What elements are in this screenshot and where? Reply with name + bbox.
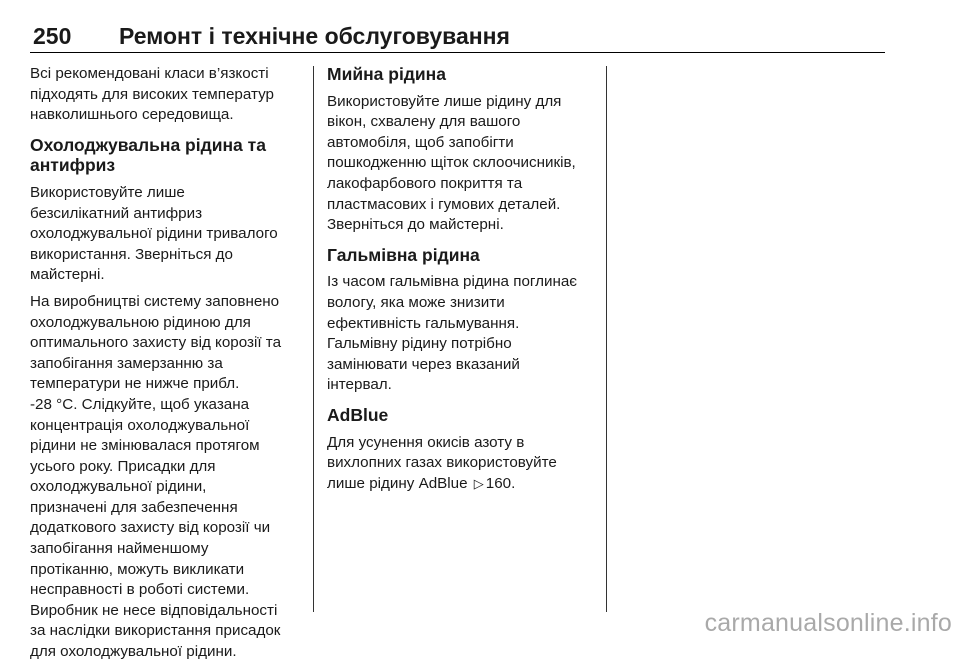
column-divider xyxy=(606,66,607,612)
page-header xyxy=(30,22,885,53)
text-line: пошкодженню щіток склоочисників, xyxy=(327,154,576,172)
text-line: призначені для забезпечення xyxy=(30,498,238,516)
text-line: рідини не змінювалася протягом xyxy=(30,437,260,455)
text-line: додаткового захисту від корозії чи xyxy=(30,519,271,537)
text-line: охолоджувальною рідиною для xyxy=(30,313,251,331)
text-line: майстерні. xyxy=(30,266,105,284)
adblue-text: лише рідину AdBlue xyxy=(327,474,468,492)
text-line: Для усунення окисів азоту в xyxy=(327,433,525,451)
text-line: за наслідки використання присадок xyxy=(30,622,281,640)
text-line: несправності в роботі системи. xyxy=(30,581,250,599)
text-line: вологу, яка може знизити xyxy=(327,293,505,311)
text-line: для охолоджувальної рідини. xyxy=(30,643,237,661)
brake-fluid-paragraph xyxy=(327,272,602,396)
text-line: Використовуйте лише рідину для xyxy=(327,92,562,110)
brake-fluid-heading: Гальмівна рідина xyxy=(327,244,480,265)
text-line: Виробник не несе відповідальності xyxy=(30,601,278,619)
text-line: навколишнього середовища. xyxy=(30,106,234,124)
washer-fluid-paragraph xyxy=(327,92,602,236)
page-title: Ремонт і технічне обслуговування xyxy=(119,23,510,49)
text-line: замінювати через вказаний xyxy=(327,355,520,373)
text-line: запобігання замерзанню за xyxy=(30,354,223,372)
text-line: На виробництві систему заповнено xyxy=(30,292,280,310)
column-divider xyxy=(313,66,314,612)
coolant-heading xyxy=(30,135,302,176)
intro-paragraph xyxy=(30,64,302,126)
text-line: запобігання найменшому xyxy=(30,540,209,558)
heading-line: антифриз xyxy=(30,155,116,176)
watermark: carmanualsonline.info xyxy=(704,609,952,637)
text-line: протіканню, можуть викликати xyxy=(30,560,245,578)
text-line: Використовуйте лише xyxy=(30,183,185,201)
page-reference-link[interactable]: 160. xyxy=(485,474,516,492)
text-line: лакофарбового покриття та xyxy=(327,174,523,192)
text-line: охолоджувальної рідини, xyxy=(30,478,207,496)
text-line: Із часом гальмівна рідина поглинає xyxy=(327,273,578,291)
text-line: вікон, схвалену для вашого xyxy=(327,113,521,131)
column-left xyxy=(30,64,302,669)
text-line: температури не нижче прибл. xyxy=(30,375,240,393)
text-line: Всі рекомендовані класи в’язкості xyxy=(30,65,269,82)
text-line: -28 °C. Слідкуйте, щоб указана xyxy=(30,395,250,413)
text-line: охолоджувальної рідини тривалого xyxy=(30,225,278,243)
heading-line: Охолоджувальна рідина та xyxy=(30,134,266,155)
text-line: оптимального захисту від корозії та xyxy=(30,334,282,352)
text-line: ефективність гальмування. xyxy=(327,314,520,332)
coolant-paragraph-1 xyxy=(30,183,302,286)
text-line xyxy=(327,474,602,495)
washer-fluid-heading: Мийна рідина xyxy=(327,64,446,84)
text-line: вихлопних газах використовуйте xyxy=(327,454,557,472)
text-line: усього року. Присадки для xyxy=(30,457,216,475)
text-line: Гальмівну рідину потрібно xyxy=(327,335,512,353)
text-line: безсилікатний антифриз xyxy=(30,204,203,222)
text-line: підходять для високих температур xyxy=(30,85,274,103)
text-line: Зверніться до майстерні. xyxy=(327,216,504,234)
text-line: використання. Зверніться до xyxy=(30,245,233,263)
coolant-paragraph-2 xyxy=(30,292,302,663)
adblue-heading: AdBlue xyxy=(327,404,389,425)
text-line: інтервал. xyxy=(327,376,392,394)
page-reference-triangle-icon: ▷ xyxy=(473,475,484,491)
text-line: пластмасових і гумових деталей. xyxy=(327,195,561,213)
page-number: 250 xyxy=(33,23,72,49)
adblue-paragraph xyxy=(327,433,602,495)
text-line: автомобіля, щоб запобігти xyxy=(327,133,514,151)
text-line: концентрація охолоджувальної xyxy=(30,416,250,434)
column-middle xyxy=(327,64,602,500)
